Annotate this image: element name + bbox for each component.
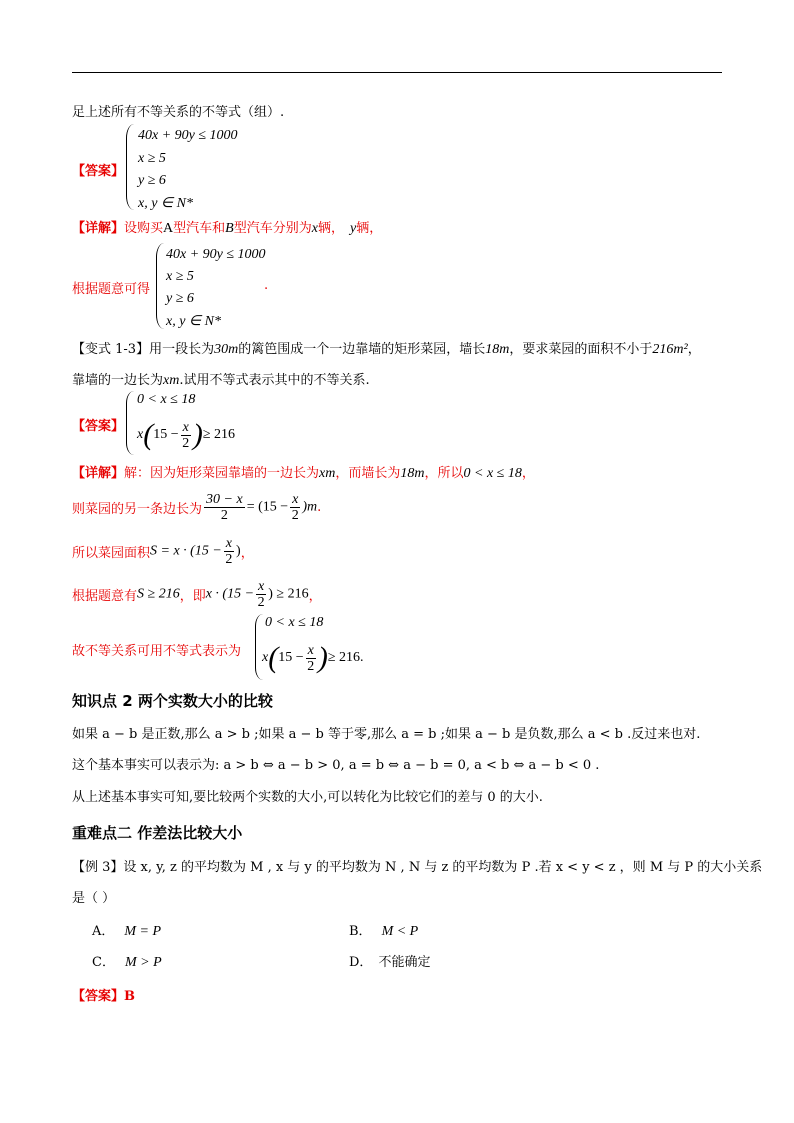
answer-2-row-2	[137, 418, 235, 452]
option-text: 不能确定	[378, 955, 431, 970]
detail-text: ，	[240, 546, 254, 561]
detail-text: 设购买	[124, 221, 164, 236]
detail-text: ，而墙长为	[335, 466, 401, 481]
system-row: x ≥ 5	[166, 269, 194, 284]
detail-tail-1: .	[264, 278, 269, 293]
example-question: 设 x, y, z 的平均数为 M , x 与 y 的平均数为 N , N 与 z 的平均数为 P .若 x < y < z ，则 M 与 P 的大小关系	[123, 860, 763, 875]
answer-label-2: 【答案】	[72, 419, 125, 434]
math-wall: 18m	[485, 342, 510, 357]
detail-2-line-4	[72, 579, 322, 610]
math-x: x	[262, 650, 269, 666]
answer-value: B	[124, 989, 136, 1004]
math-ineq: 0 < x ≤ 18	[463, 466, 522, 481]
detail-text: 辆，	[356, 221, 383, 236]
fraction-den: 2	[257, 595, 265, 610]
math-x: x	[137, 427, 144, 443]
detail-text: 根据题意有	[72, 589, 138, 604]
system-row: x, y ∈ N*	[138, 196, 193, 211]
answer-label: 【答案】	[72, 989, 125, 1004]
math-end: )	[236, 543, 241, 559]
left-paren: (	[268, 641, 279, 674]
detail-2-line-1	[72, 462, 535, 482]
fraction-den: 2	[291, 508, 299, 523]
system-row: 40x + 90y ≤ 1000	[138, 128, 238, 143]
fraction	[256, 579, 266, 610]
option-c[interactable]	[92, 951, 162, 971]
option-a[interactable]	[92, 920, 161, 940]
fraction	[290, 492, 300, 523]
detail-text: ，所以	[424, 466, 464, 481]
fraction-num: x	[258, 579, 265, 594]
math-area: 216m²	[652, 342, 688, 357]
detail-text: ，	[308, 589, 322, 604]
detail-text: ，即	[179, 589, 206, 604]
fraction	[204, 492, 245, 523]
option-text: M > P	[124, 955, 162, 970]
math-wall: 18m	[400, 466, 425, 481]
fraction-den: 2	[182, 435, 190, 451]
math-S: S = x · (15 −	[150, 543, 222, 559]
detail-2-line-3	[72, 536, 254, 567]
option-key: D．	[349, 955, 373, 970]
math-x: x · (15 −	[205, 586, 255, 602]
math-xm: xm	[163, 373, 180, 388]
option-text: M = P	[124, 924, 162, 939]
section-title-hard: 重难点二 作差法比较大小	[72, 824, 243, 842]
math-15: 15 −	[278, 650, 304, 666]
detail-text: ，	[521, 466, 535, 481]
math-end: )m	[302, 499, 318, 515]
variant-text: .试用不等式表示其中的不等关系.	[179, 373, 370, 388]
math-A: A	[163, 221, 174, 236]
detail-text: 辆，	[317, 221, 344, 236]
variant-line-2	[72, 369, 370, 389]
detail-lead-1: 根据题意可得	[72, 282, 151, 297]
answer-label-1: 【答案】	[72, 164, 125, 179]
fraction	[181, 420, 191, 451]
example-3-q2: 是（ ）	[72, 891, 116, 906]
kp2-para-1: 如果 a − b 是正数,那么 a > b ;如果 a − b 等于零,那么 a = b ;如果 a − b 是负数,那么 a < b .反过来也对.	[72, 727, 701, 742]
fraction-num: 30 − x	[206, 492, 243, 507]
fraction	[224, 536, 234, 567]
fraction-num: x	[225, 536, 233, 551]
intro-line: 足上述所有不等关系的不等式（组）.	[72, 105, 285, 120]
system-row: x ≥ 5	[138, 151, 166, 166]
system-row: x, y ∈ N*	[166, 314, 221, 329]
system-row: 40x + 90y ≤ 1000	[166, 247, 266, 262]
option-key: C．	[92, 955, 115, 970]
answer-brace-1	[126, 124, 135, 210]
variant-text: ，要求菜园的面积不小于	[509, 342, 653, 357]
detail-2-line-2	[72, 492, 321, 523]
detail-text: 则菜园的另一条边长为	[72, 502, 203, 517]
detail-brace-1	[156, 243, 165, 329]
detail-label: 【详解】	[72, 221, 125, 236]
example-label: 【例 3】	[72, 860, 124, 875]
detail-text: .	[317, 500, 322, 515]
right-paren: )	[317, 641, 328, 674]
detail-2-sys-row-1: 0 < x ≤ 18	[265, 615, 324, 630]
right-paren: )	[192, 418, 203, 451]
math-rhs: ≥ 216	[327, 650, 361, 666]
math-x: x	[311, 221, 318, 236]
detail-text: 所以菜园面积	[72, 546, 151, 561]
answer-2-row-1: 0 < x ≤ 18	[137, 392, 196, 407]
fraction-num: x	[307, 642, 314, 658]
math-rhs: ≥ 216	[202, 427, 236, 443]
system-row: y ≥ 6	[138, 173, 166, 188]
variant-label: 【变式 1-3】	[72, 342, 150, 357]
option-text: M < P	[381, 924, 419, 939]
math-eq: = (15 −	[246, 499, 289, 515]
option-b[interactable]	[349, 920, 418, 940]
fraction-den: 2	[220, 508, 228, 523]
math-xm: xm	[319, 466, 336, 481]
detail-text: 型汽车和	[173, 221, 226, 236]
option-key: B．	[349, 924, 372, 939]
variant-text: 用一段长为	[149, 342, 215, 357]
fraction-den: 2	[307, 658, 315, 674]
detail-label: 【详解】	[72, 466, 125, 481]
detail-2-sys-row-2	[262, 641, 364, 675]
section-title-kp2: 知识点 2 两个实数大小的比较	[72, 692, 273, 710]
detail-2-line-5-lead: 故不等关系可用不等式表示为	[72, 644, 242, 659]
math-end: ) ≥ 216	[268, 586, 309, 602]
variant-line-1	[72, 338, 701, 358]
variant-text: 的篱笆围成一个一边靠墙的矩形菜园，墙长	[238, 342, 486, 357]
math-y: y	[349, 221, 357, 236]
detail-line-1	[72, 217, 382, 237]
fraction-den: 2	[225, 552, 233, 567]
math-15: 15 −	[153, 427, 179, 443]
example-3-answer	[72, 985, 135, 1004]
system-row: y ≥ 6	[166, 291, 194, 306]
fraction	[306, 643, 316, 674]
kp2-para-3: 从上述基本事实可知,要比较两个实数的大小,可以转化为比较它们的差与 0 的大小.	[72, 790, 543, 805]
option-key: A．	[92, 924, 115, 939]
math-B: B	[225, 221, 234, 236]
option-d[interactable]	[349, 951, 430, 970]
math-dot: .	[360, 650, 364, 666]
detail-text: 型汽车分别为	[233, 221, 312, 236]
answer-brace-2	[126, 391, 135, 455]
left-paren: (	[143, 418, 154, 451]
kp2-para-2: 这个基本事实可以表示为: a > b ⇔ a − b > 0, a = b ⇔ a − b = 0, a < b ⇔ a − b < 0 .	[72, 758, 600, 773]
math-len: 30m	[214, 342, 239, 357]
variant-text: ，	[687, 342, 701, 357]
example-3-q1	[72, 856, 762, 875]
math-S: S ≥ 216	[137, 586, 180, 602]
variant-text: 靠墙的一边长为	[72, 373, 164, 388]
fraction-num: x	[182, 419, 189, 435]
header-rule	[72, 72, 722, 73]
fraction-num: x	[292, 492, 299, 507]
detail-text: 解：因为矩形菜园靠墙的一边长为	[124, 466, 320, 481]
